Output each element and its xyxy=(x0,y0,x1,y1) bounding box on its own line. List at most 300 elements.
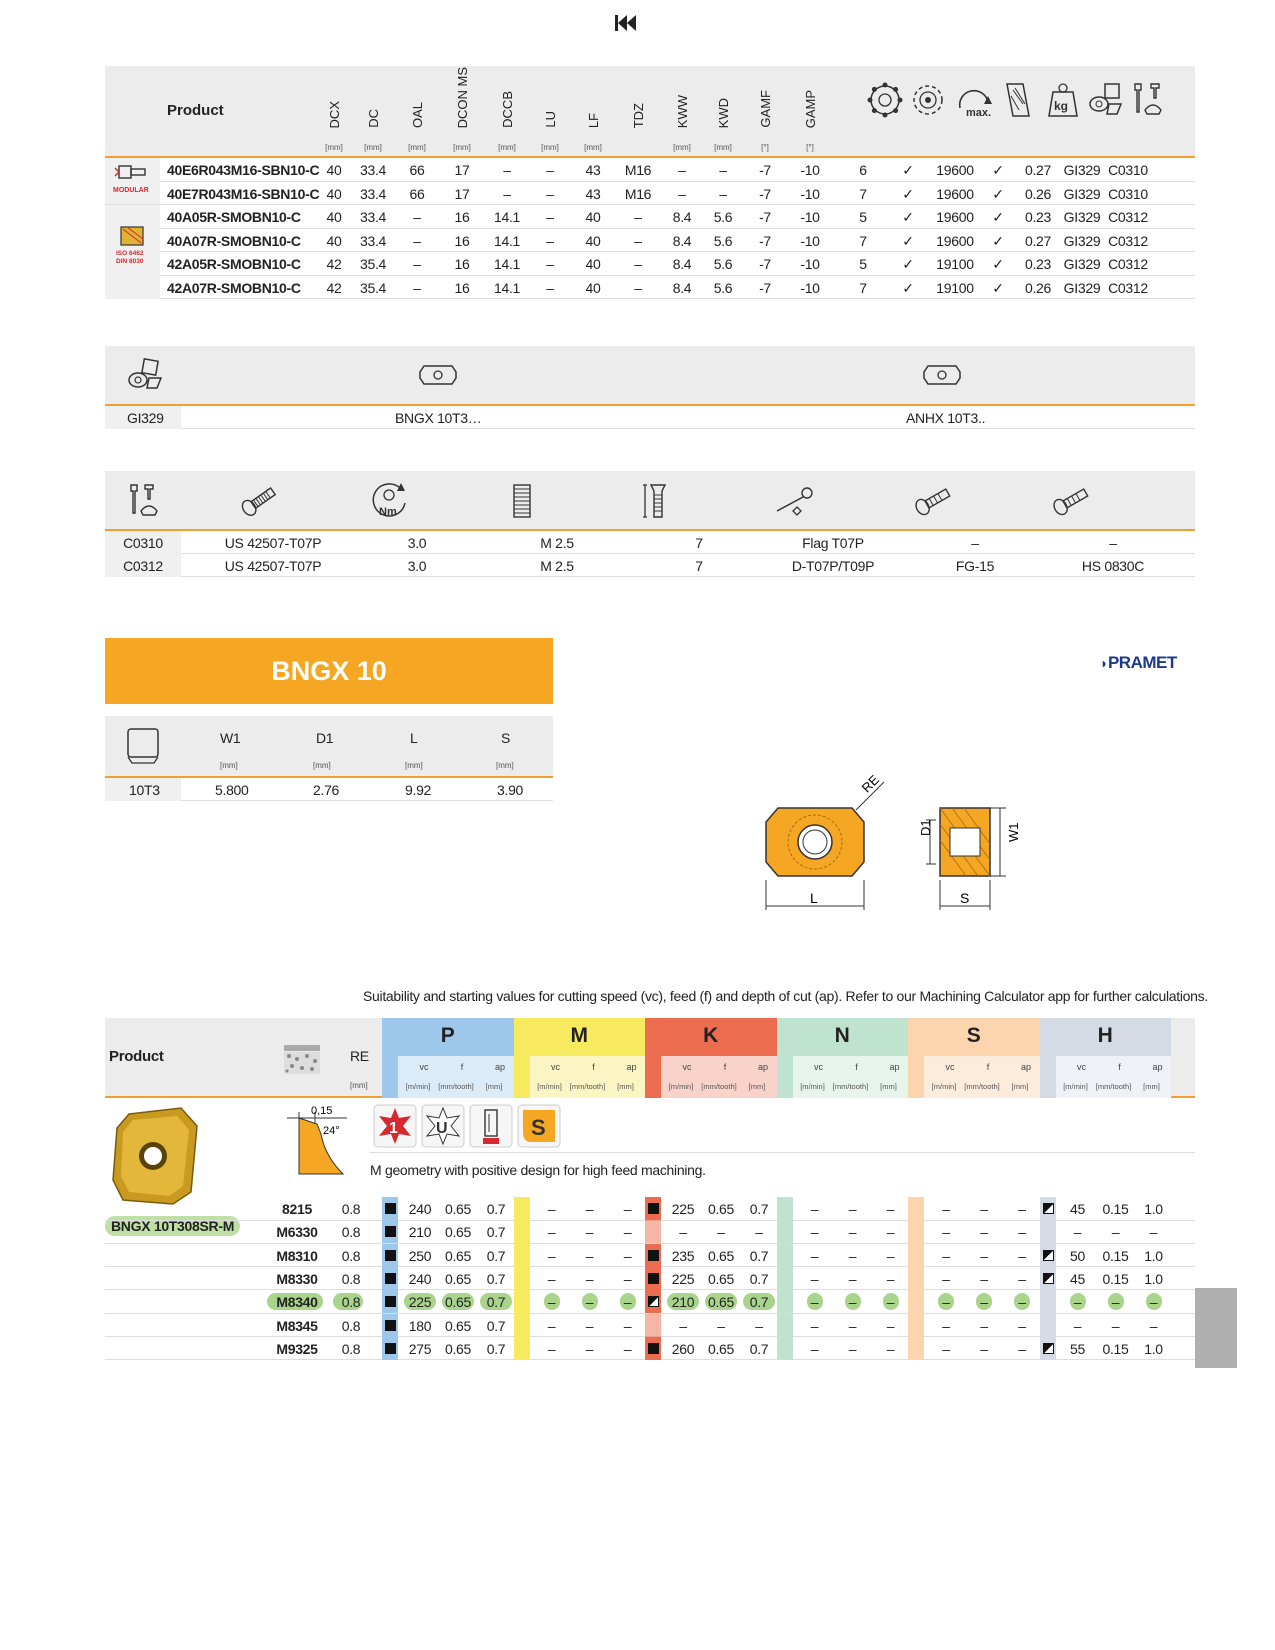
spare-cell: US 42507-T07P xyxy=(224,535,322,551)
insert-shape-icon xyxy=(418,364,458,386)
cutting-value: – xyxy=(623,1294,632,1311)
cell-value: 33.4 xyxy=(359,209,387,225)
grade-row[interactable] xyxy=(105,1337,1195,1361)
param-unit: [mm] xyxy=(617,1082,634,1091)
cell-value: – xyxy=(503,185,511,202)
cell-value: 17 xyxy=(454,162,470,178)
screw-icon xyxy=(237,483,281,519)
spare-cell: US 42507-T07P xyxy=(224,558,322,574)
cell-value: ✓ xyxy=(902,232,914,249)
material-group-letter: N xyxy=(834,1024,850,1047)
cutting-value: – xyxy=(848,1247,857,1264)
cutting-value: – xyxy=(886,1201,895,1217)
param-label: f xyxy=(855,1062,858,1072)
cutting-value: 260 xyxy=(671,1340,695,1357)
insert-icon xyxy=(125,356,165,396)
cell-value: C0312 xyxy=(1108,279,1148,296)
cutting-value: 0.65 xyxy=(444,1317,472,1334)
suitability-marker xyxy=(648,1203,659,1214)
cell-value: GI329 xyxy=(1063,209,1101,225)
cell-value: 7 xyxy=(859,185,867,202)
cutting-value: 0.7 xyxy=(749,1270,769,1287)
param-label: vc xyxy=(1077,1062,1086,1072)
cell-value: -10 xyxy=(800,209,820,225)
spare-cell: Flag T07P xyxy=(802,535,864,551)
product-row[interactable] xyxy=(160,158,1195,182)
cutting-value: – xyxy=(848,1201,857,1217)
grade-row[interactable] xyxy=(105,1244,1195,1268)
cutting-value: – xyxy=(1111,1294,1120,1311)
cell-value: 16 xyxy=(454,232,470,249)
column-unit: [mm] xyxy=(673,143,691,152)
dim-w1: 5.800 xyxy=(215,782,249,798)
cutting-value: – xyxy=(980,1270,988,1287)
suitability-marker xyxy=(385,1273,396,1284)
product-code[interactable]: 40E6R043M16-SBN10-C xyxy=(167,162,320,178)
cell-value: 19600 xyxy=(936,185,974,202)
cutting-value: – xyxy=(1018,1270,1026,1287)
product-code[interactable]: 42A05R-SMOBN10-C xyxy=(167,256,301,272)
cutting-value: – xyxy=(980,1201,988,1217)
cell-value: 42 xyxy=(326,256,342,272)
svg-text:0,15: 0,15 xyxy=(311,1105,333,1117)
cutting-value: – xyxy=(1018,1317,1026,1334)
spare-cell: 3.0 xyxy=(407,535,427,551)
spare-row[interactable] xyxy=(105,554,1195,577)
first-choice-badge xyxy=(373,1104,417,1148)
cell-value: 35.4 xyxy=(359,256,387,272)
steel-badge xyxy=(517,1104,561,1148)
dim-header-d1: D1 xyxy=(316,730,334,746)
cutting-value: – xyxy=(980,1247,988,1264)
dim-unit: [mm] xyxy=(313,761,331,770)
cell-value: ✓ xyxy=(992,256,1004,272)
grade-row[interactable] xyxy=(105,1267,1195,1291)
insert-name: BNGX 10T308SR-M xyxy=(105,1216,240,1236)
cell-value: 66 xyxy=(409,185,425,202)
cutting-value: – xyxy=(980,1294,988,1311)
cell-value: ✓ xyxy=(992,232,1004,249)
cutting-value: – xyxy=(585,1247,594,1264)
cutting-value: – xyxy=(810,1270,819,1287)
spare-row[interactable] xyxy=(105,531,1195,554)
cell-value: 14.1 xyxy=(493,256,521,272)
cutting-value: 275 xyxy=(408,1340,432,1357)
cutting-value: – xyxy=(942,1294,950,1311)
cell-value: 40 xyxy=(326,162,342,178)
product-code[interactable]: 40E7R043M16-SBN10-C xyxy=(167,185,320,202)
param-label: vc xyxy=(814,1062,823,1072)
cell-value: -7 xyxy=(759,162,771,178)
spare-cell: M 2.5 xyxy=(540,535,574,551)
cell-value: 7 xyxy=(859,279,867,296)
cell-value: 5.6 xyxy=(713,256,733,272)
spare-parts-icon xyxy=(1129,80,1169,120)
gi-code: GI329 xyxy=(127,410,164,426)
cell-value: M16 xyxy=(624,185,652,202)
cutting-value: – xyxy=(585,1270,594,1287)
param-label: ap xyxy=(889,1062,900,1072)
spare-cell: 7 xyxy=(695,558,703,574)
insert-icon xyxy=(1085,80,1125,120)
dim-header-s: S xyxy=(501,730,511,746)
cutting-value: 0.65 xyxy=(444,1294,472,1311)
product-row[interactable] xyxy=(160,276,1195,300)
cutting-product-label: Product xyxy=(109,1048,164,1065)
cell-value: 40 xyxy=(585,209,601,225)
cell-value: C0312 xyxy=(1108,232,1148,249)
cutting-value: 0.7 xyxy=(486,1270,506,1287)
insert-shape-icon xyxy=(922,364,962,386)
suitability-marker xyxy=(648,1273,659,1284)
dim-label-l: L xyxy=(810,890,818,906)
cutting-value: 0.65 xyxy=(707,1201,735,1217)
product-row[interactable] xyxy=(160,182,1195,206)
cutting-value: 235 xyxy=(671,1247,695,1264)
cutting-value: – xyxy=(547,1317,556,1334)
column-unit: [mm] xyxy=(453,143,471,152)
grain-structure-icon xyxy=(283,1044,321,1076)
weight-icon xyxy=(1043,80,1083,120)
cutting-value: 1.0 xyxy=(1144,1270,1163,1287)
spare-cell: HS 0830C xyxy=(1081,558,1145,574)
cutting-value: – xyxy=(547,1340,556,1357)
grade-name: M6330 xyxy=(276,1224,318,1241)
dim-s: 3.90 xyxy=(497,782,524,798)
material-group-letter: S xyxy=(966,1024,981,1047)
param-unit: [mm/tooth] xyxy=(701,1082,737,1091)
cutting-value: 240 xyxy=(408,1270,432,1287)
material-group-letter: P xyxy=(440,1024,455,1047)
product-code[interactable]: 40A07R-SMOBN10-C xyxy=(167,232,301,249)
cutting-value: – xyxy=(942,1340,950,1357)
param-unit: [mm/tooth] xyxy=(832,1082,869,1091)
param-label: f xyxy=(592,1062,595,1072)
column-unit: [mm] xyxy=(498,143,516,152)
cell-value: – xyxy=(413,232,421,249)
cutting-value: 0.7 xyxy=(749,1340,769,1357)
cutting-value: – xyxy=(886,1317,895,1334)
grade-name: 8215 xyxy=(282,1201,312,1217)
cutting-value: – xyxy=(810,1317,819,1334)
cell-value: 16 xyxy=(454,279,470,296)
param-unit: [m/min] xyxy=(931,1082,957,1091)
cutting-value: – xyxy=(755,1317,763,1334)
cutting-value: – xyxy=(623,1340,632,1357)
cutting-value: – xyxy=(1073,1294,1082,1311)
param-unit: [mm] xyxy=(880,1082,897,1091)
cutting-value: – xyxy=(886,1224,895,1241)
cell-value: -7 xyxy=(759,232,771,249)
re-unit: [mm] xyxy=(350,1081,368,1090)
material-group-k xyxy=(645,1018,777,1098)
page-tab[interactable] xyxy=(1195,1288,1237,1368)
product-column-header: Product xyxy=(167,102,224,119)
grade-row[interactable] xyxy=(105,1290,1195,1314)
spare-parts-header xyxy=(105,471,1195,531)
column-unit: [mm] xyxy=(364,143,382,152)
cutting-value: 1.0 xyxy=(1144,1340,1163,1357)
cell-value: -10 xyxy=(800,162,820,178)
cell-value: C0310 xyxy=(1108,185,1148,202)
spare-cell: FG-15 xyxy=(955,558,995,574)
dim-label-s: S xyxy=(960,890,970,906)
cell-value: GI329 xyxy=(1063,162,1101,178)
param-unit: [mm/tooth] xyxy=(964,1082,1000,1091)
cutting-table xyxy=(105,1018,1195,1378)
cell-value: – xyxy=(413,279,421,296)
cutting-value: – xyxy=(848,1340,857,1357)
cutting-value: – xyxy=(755,1224,763,1241)
screw-length-icon xyxy=(641,481,671,521)
coolant-badge xyxy=(469,1104,513,1148)
param-label: vc xyxy=(419,1062,429,1072)
grade-row[interactable] xyxy=(105,1220,1195,1244)
cutting-value: – xyxy=(547,1247,556,1264)
cutting-value: – xyxy=(848,1270,857,1287)
grade-row[interactable] xyxy=(105,1314,1195,1338)
cutting-value: 0.65 xyxy=(444,1270,472,1287)
cutting-value: 0.15 xyxy=(1102,1201,1129,1217)
cutting-value: – xyxy=(1018,1340,1026,1357)
cutting-value: – xyxy=(717,1224,725,1241)
spare-cell: M 2.5 xyxy=(540,558,574,574)
gi-table-row xyxy=(105,406,1195,429)
cell-value: 19600 xyxy=(936,162,974,178)
cutting-value: – xyxy=(886,1247,895,1264)
cell-value: 40 xyxy=(326,209,342,225)
brand-logo: ◗PRAMET xyxy=(1100,653,1177,672)
material-group-p xyxy=(382,1018,514,1098)
cell-value: 14.1 xyxy=(493,232,521,249)
cutting-intro: Suitability and starting values for cutting speed (vc), feed (f) and depth of cut (ap). Refer to our Machining Calculator app for further calculations. xyxy=(363,988,1208,1004)
cell-value: 19600 xyxy=(936,209,974,225)
screw-icon xyxy=(1049,483,1093,519)
svg-text:kg: kg xyxy=(1054,99,1069,113)
teeth-count-icon xyxy=(865,80,905,120)
cell-value: – xyxy=(546,256,554,272)
cutting-value: 225 xyxy=(671,1270,695,1287)
cutting-value: – xyxy=(679,1224,687,1241)
dim-label-re: RE xyxy=(858,772,883,796)
cell-value: 8.4 xyxy=(672,209,692,225)
cell-value: 14.1 xyxy=(493,209,521,225)
cutting-value: – xyxy=(623,1270,632,1287)
cell-value: – xyxy=(678,162,686,178)
column-unit: [mm] xyxy=(714,143,732,152)
param-unit: [m/min] xyxy=(537,1082,562,1091)
key-icon xyxy=(773,481,817,521)
cell-value: 33.4 xyxy=(359,162,387,178)
cell-value: – xyxy=(503,162,511,178)
cell-value: -7 xyxy=(759,209,771,225)
cutting-value: – xyxy=(942,1270,950,1287)
cutting-value: – xyxy=(810,1340,819,1357)
cutting-value: 0.65 xyxy=(444,1247,472,1264)
cell-value: 66 xyxy=(409,162,425,178)
cell-value: – xyxy=(546,162,554,178)
cell-value: ✓ xyxy=(992,279,1004,296)
cell-value: 0.26 xyxy=(1024,185,1052,202)
cutting-value: 1.0 xyxy=(1144,1201,1163,1217)
material-group-m xyxy=(514,1018,646,1098)
cutting-value: 50 xyxy=(1070,1247,1085,1264)
cell-value: 0.27 xyxy=(1024,162,1052,178)
cell-value: 19100 xyxy=(936,256,974,272)
cell-value: 8.4 xyxy=(672,256,692,272)
product-code[interactable]: 42A07R-SMOBN10-C xyxy=(167,279,301,296)
cutting-value: – xyxy=(886,1340,895,1357)
geometry-description: M geometry with positive design for high feed machining. xyxy=(370,1162,706,1178)
param-label: f xyxy=(986,1062,990,1072)
suitability-marker xyxy=(385,1296,396,1307)
cutting-value: – xyxy=(980,1224,988,1241)
coolant-icon xyxy=(908,80,948,120)
column-header: TDZ xyxy=(630,102,646,128)
skip-to-first-icon[interactable] xyxy=(613,12,639,34)
cutting-value: 0.7 xyxy=(749,1201,769,1217)
cell-value: 5.6 xyxy=(713,279,733,296)
dim-unit: [mm] xyxy=(496,761,514,770)
product-row[interactable] xyxy=(160,205,1195,229)
cutting-value: – xyxy=(1149,1317,1158,1334)
cell-value: GI329 xyxy=(1063,279,1101,296)
grade-name: M8345 xyxy=(276,1317,318,1334)
column-header: KWW xyxy=(674,94,690,128)
suitability-marker xyxy=(1043,1273,1054,1284)
param-label: vc xyxy=(551,1062,560,1072)
spare-cell: C0310 xyxy=(123,535,163,551)
material-group-letter: H xyxy=(1097,1024,1113,1047)
cell-value: ✓ xyxy=(902,279,914,296)
cell-value: 40 xyxy=(585,279,601,296)
grade-row[interactable] xyxy=(105,1197,1195,1221)
main-table-rows xyxy=(105,158,1195,299)
cutting-value: 0.65 xyxy=(707,1247,735,1264)
insert-title: BNGX 10 xyxy=(105,638,553,704)
cell-value: 8.4 xyxy=(672,279,692,296)
cutting-value: 0.7 xyxy=(486,1201,506,1217)
param-label: ap xyxy=(1020,1062,1031,1072)
cutting-value: – xyxy=(1073,1224,1082,1241)
main-product-table xyxy=(105,66,1195,296)
cell-value: – xyxy=(634,232,642,249)
cutting-value: 0.65 xyxy=(444,1224,472,1241)
cell-value: ✓ xyxy=(992,185,1004,202)
cutting-value: 0.65 xyxy=(444,1340,472,1357)
suitability-marker xyxy=(1043,1203,1054,1214)
torque-icon xyxy=(367,479,411,523)
cutting-value: 0.15 xyxy=(1102,1247,1129,1264)
dim-unit: [mm] xyxy=(405,761,423,770)
column-header: OAL xyxy=(409,101,425,128)
grade-re: 0.8 xyxy=(341,1317,361,1334)
cutting-value: 0.65 xyxy=(707,1340,735,1357)
cutting-value: – xyxy=(980,1340,988,1357)
cell-value: 16 xyxy=(454,209,470,225)
cutting-value: 0.7 xyxy=(486,1247,506,1264)
cutting-value: 0.15 xyxy=(1102,1270,1129,1287)
cutting-value: – xyxy=(547,1270,556,1287)
cutting-value: – xyxy=(848,1317,857,1334)
gi-insert-1: BNGX 10T3… xyxy=(395,410,482,426)
param-unit: [mm/tooth] xyxy=(1095,1082,1132,1091)
cutting-value: – xyxy=(810,1201,819,1217)
cutting-value: – xyxy=(547,1224,556,1241)
grade-re: 0.8 xyxy=(341,1294,361,1311)
cell-value: 40 xyxy=(326,185,342,202)
cutting-value: 55 xyxy=(1070,1340,1085,1357)
cell-value: C0312 xyxy=(1108,256,1148,272)
cutting-value: – xyxy=(886,1270,895,1287)
cutting-value: – xyxy=(1149,1224,1158,1241)
grade-re: 0.8 xyxy=(341,1340,361,1357)
spare-cell: – xyxy=(1109,535,1117,551)
cell-value: ✓ xyxy=(902,185,914,202)
cell-value: 40 xyxy=(585,232,601,249)
param-unit: [mm/tooth] xyxy=(569,1082,606,1091)
cell-value: ✓ xyxy=(902,209,914,225)
spare-cell: 3.0 xyxy=(407,558,427,574)
param-unit: [mm] xyxy=(1011,1082,1029,1091)
cell-value: – xyxy=(634,256,642,272)
param-unit: [mm] xyxy=(485,1082,503,1091)
cutting-value: – xyxy=(810,1247,819,1264)
cell-value: ✓ xyxy=(902,162,914,178)
cell-value: C0310 xyxy=(1108,162,1148,178)
cell-value: 35.4 xyxy=(359,279,387,296)
cutting-value: – xyxy=(848,1294,857,1311)
svg-text:U: U xyxy=(436,1120,448,1137)
cutting-value: 240 xyxy=(408,1201,432,1217)
svg-text:DIN 8030: DIN 8030 xyxy=(116,258,144,265)
cutting-value: – xyxy=(810,1294,819,1311)
internal-coolant-icon xyxy=(999,80,1039,120)
cell-value: -10 xyxy=(800,256,820,272)
param-label: f xyxy=(723,1062,727,1072)
suitability-marker xyxy=(648,1343,659,1354)
cutting-value: – xyxy=(942,1201,950,1217)
cutting-value: – xyxy=(585,1201,594,1217)
cutting-value: 225 xyxy=(671,1201,695,1217)
thread-icon xyxy=(507,481,537,521)
cutting-value: 210 xyxy=(408,1224,432,1241)
cutting-value: 0.7 xyxy=(749,1294,769,1311)
product-code[interactable]: 40A05R-SMOBN10-C xyxy=(167,209,301,225)
grade-name: M8330 xyxy=(276,1270,318,1287)
product-row[interactable] xyxy=(160,252,1195,276)
cell-value: 19100 xyxy=(936,279,974,296)
cell-value: 16 xyxy=(454,256,470,272)
param-label: ap xyxy=(757,1062,768,1072)
cutting-value: – xyxy=(585,1317,594,1334)
cutting-value: – xyxy=(848,1224,857,1241)
cell-value: 17 xyxy=(454,185,470,202)
product-row[interactable] xyxy=(160,229,1195,253)
cell-value: 5 xyxy=(859,256,867,272)
column-header: DC xyxy=(365,109,381,128)
column-header: DCX xyxy=(326,100,342,128)
cutting-value: – xyxy=(1018,1224,1026,1241)
cutting-value: 45 xyxy=(1070,1201,1085,1217)
cell-value: 33.4 xyxy=(359,185,387,202)
cell-value: -7 xyxy=(759,279,771,296)
param-label: vc xyxy=(945,1062,955,1072)
cell-value: GI329 xyxy=(1063,185,1101,202)
material-group-letter: M xyxy=(570,1024,588,1047)
spare-cell: D-T07P/T09P xyxy=(791,558,875,574)
cutting-value: 1.0 xyxy=(1144,1247,1163,1264)
